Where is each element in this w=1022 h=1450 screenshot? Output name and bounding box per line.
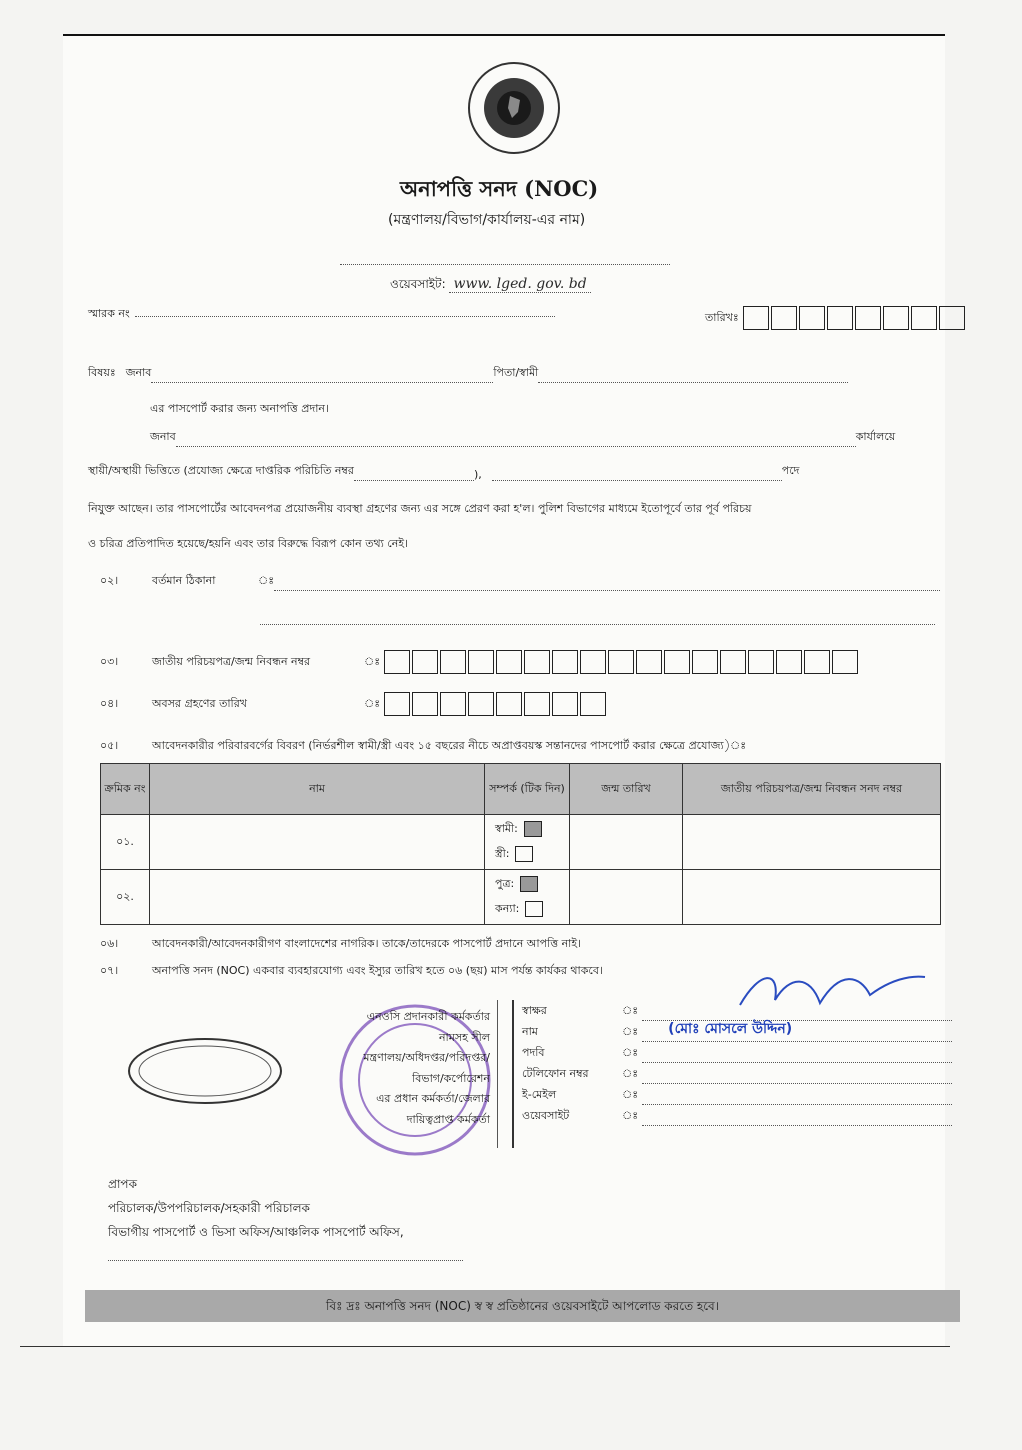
nid-digit-box xyxy=(804,650,830,674)
nid-digit-box xyxy=(496,650,522,674)
body-paragraph-1: নিযুক্ত আছেন। তার পাসপোর্টের আবেদনপত্র প্রয়োজনীয় ব্যবস্থা গ্রহণের জন্য এর সঙ্গে প্রেরণ করা হ'ল। পুলিশ বিভাগের মাধ্যমে ইতোপূর্বে তার পূর্ব পরিচয় xyxy=(88,502,752,515)
item-04-row: ০৪। অবসর গ্রহণের তারিখ ঃ xyxy=(100,692,608,716)
date-digit-box xyxy=(883,306,909,330)
memo-value xyxy=(135,316,555,317)
body-mr-label: জনাব xyxy=(150,430,176,443)
row-name xyxy=(150,815,485,870)
col-relation: সম্পর্ক (টিক দিন) xyxy=(485,764,570,815)
nid-digit-box xyxy=(720,650,746,674)
row-nid xyxy=(683,815,941,870)
retire-digit-box xyxy=(440,692,466,716)
table-row xyxy=(101,815,941,870)
date-digit-box xyxy=(799,306,825,330)
date-digit-box xyxy=(911,306,937,330)
row-nid xyxy=(683,870,941,925)
item-04-number: ০৪। xyxy=(100,696,119,710)
retire-digit-box xyxy=(384,692,410,716)
government-emblem xyxy=(466,60,562,160)
nid-digit-box xyxy=(748,650,774,674)
row-serial: ০২. xyxy=(101,870,150,925)
retire-digit-box xyxy=(580,692,606,716)
table-row xyxy=(101,870,941,925)
footer-note-band xyxy=(85,1290,960,1322)
subject-row xyxy=(88,364,938,383)
item-05-number: ০৫। xyxy=(100,739,119,752)
checkbox[interactable] xyxy=(515,846,533,862)
post-suffix: পদে xyxy=(781,464,800,477)
nid-digit-box xyxy=(776,650,802,674)
signature-fields: স্বাক্ষর ঃ নাম ঃ (মোঃ মোসলে উদ্দিন) পদবি ঃ টেলিফোন নম্বর ঃ ই-মেইল ঃ ওয়েবসাইট ঃ xyxy=(522,1000,952,1126)
row-relation: স্বামী: স্ত্রী: xyxy=(485,815,570,870)
checkbox[interactable] xyxy=(520,876,538,892)
body-paragraph-2: ও চরিত্র প্রতিপাদিত হয়েছে/হয়নি এবং তার বিরুদ্ধে বিরূপ কোন তথ্য নেই। xyxy=(88,537,408,550)
date-digit-box xyxy=(855,306,881,330)
date-digit-box xyxy=(827,306,853,330)
document-title: অনাপত্তি সনদ (NOC) xyxy=(400,176,599,201)
nid-digit-box xyxy=(664,650,690,674)
item-05-row xyxy=(100,737,746,756)
family-table xyxy=(100,763,941,925)
date-digit-box xyxy=(743,306,769,330)
date-row xyxy=(705,306,967,330)
nid-digit-box xyxy=(552,650,578,674)
retire-label: অবসর গ্রহণের তারিখ xyxy=(152,696,247,710)
note-06: ০৬। আবেদনকারী/আবেদনকারীগণ বাংলাদেশের নাগরিক। তাকে/তাদেরকে পাসপোর্ট প্রদানে আপত্তি নাই। xyxy=(100,937,582,950)
address-second-line xyxy=(260,610,935,625)
date-boxes xyxy=(743,306,967,330)
col-nid: জাতীয় পরিচয়পত্র/জন্ম নিবন্ধন সনদ নম্বর xyxy=(683,764,941,815)
item-02-row: ০২। বর্তমান ঠিকানা ঃ xyxy=(100,572,940,591)
note-07: ০৭। অনাপত্তি সনদ (NOC) একবার ব্যবহারযোগ্য এবং ইস্যুর তারিখ হতে ০৬ (ছয়) মাস পর্যন্ত কার্যকর থাকবে। xyxy=(100,964,603,977)
officer-signature xyxy=(730,965,930,1019)
brace-bracket xyxy=(497,1000,514,1148)
date-digit-box xyxy=(771,306,797,330)
family-label: আবেদনকারীর পরিবারবর্গের বিবরণ (নির্ভরশীল স্বামী/স্ত্রী এবং ১৫ বছরের নীচে অপ্রাপ্তবয়স্ক সন্তানদের পাসপোর্ট করার ক্ষেত্রে প্রযোজ্য)ঃ xyxy=(152,739,747,752)
nid-digit-box xyxy=(412,650,438,674)
document-sheet xyxy=(63,36,945,1346)
row-serial: ০১. xyxy=(101,815,150,870)
subject-label: বিষয়ঃ xyxy=(88,366,116,379)
official-id-number xyxy=(354,480,474,481)
col-name: নাম xyxy=(150,764,485,815)
nid-digit-box xyxy=(384,650,410,674)
officer-label-block: এনওসি প্রদানকারী কর্মকর্তার নামসহ সীল মন্ত্রণালয়/অধিদপ্তর/পরিদপ্তর/ বিভাগ/কর্পোরেশন এর প্রধান কর্মকর্তা/জেলার দায়িত্বপ্রাপ্ত কর্মকর্তা xyxy=(363,1010,490,1126)
officer-name: (মোঃ মোসলে উদ্দিন) xyxy=(642,1017,952,1042)
nid-label: জাতীয় পরিচয়পত্র/জন্ম নিবন্ধন নম্বর xyxy=(152,654,311,668)
row-relation: পুত্র: কন্যা: xyxy=(485,870,570,925)
nid-digit-box xyxy=(580,650,606,674)
nid-digit-box xyxy=(692,650,718,674)
retire-digit-box xyxy=(496,692,522,716)
recipient-line-3 xyxy=(108,1244,463,1261)
officer-seal xyxy=(125,1035,285,1111)
frame-bottom xyxy=(20,1346,950,1347)
col-serial: ক্রমিক নং xyxy=(101,764,150,815)
basis-text: স্থায়ী/অস্থায়ী ভিত্তিতে (প্রযোজ্য ক্ষেত্রে দাপ্তরিক পরিচিতি নম্বর xyxy=(88,464,354,477)
subject-mr-label: জনাব xyxy=(125,366,152,379)
nid-digit-box xyxy=(636,650,662,674)
nid-digit-box xyxy=(468,650,494,674)
father-name xyxy=(538,382,848,383)
memo-row xyxy=(88,302,638,324)
family-table-header xyxy=(101,764,941,815)
recipient-label: প্রাপক xyxy=(108,1177,137,1191)
memo-label: স্মারক নং xyxy=(88,307,130,320)
body-row-2: স্থায়ী/অস্থায়ী ভিত্তিতে (প্রযোজ্য ক্ষেত্রে দাপ্তরিক পরিচিতি নম্বর ), পদে xyxy=(88,464,800,481)
checkbox[interactable] xyxy=(524,821,542,837)
item-02-number: ০২। xyxy=(100,574,119,587)
address-value xyxy=(274,590,940,591)
office-suffix: কার্যালয়ে xyxy=(855,430,896,443)
website-value: www. lged. gov. bd xyxy=(449,276,590,293)
nid-digit-box xyxy=(440,650,466,674)
retire-digit-box xyxy=(524,692,550,716)
website-row xyxy=(390,276,591,296)
row-dob xyxy=(570,870,683,925)
recipient-line-2: বিভাগীয় পাসপোর্ট ও ভিসা অফিস/আঞ্চলিক পাসপোর্ট অফিস, xyxy=(108,1225,404,1239)
body-row-1 xyxy=(150,428,940,447)
ministry-label: (মন্ত্রণালয়/বিভাগ/কার্যালয়-এর নাম) xyxy=(388,212,586,228)
nid-digit-box xyxy=(608,650,634,674)
nid-digit-box xyxy=(524,650,550,674)
address-label: বর্তমান ঠিকানা xyxy=(152,574,216,587)
designation xyxy=(492,480,782,481)
item-03-row: ০৩। জাতীয় পরিচয়পত্র/জন্ম নিবন্ধন নম্বর ঃ xyxy=(100,650,860,674)
website-label: ওয়েবসাইট: xyxy=(390,277,446,291)
row-dob xyxy=(570,815,683,870)
nid-boxes xyxy=(384,650,860,674)
date-digit-box xyxy=(939,306,965,330)
recipient-line-1: পরিচালক/উপপরিচালক/সহকারী পরিচালক xyxy=(108,1201,310,1215)
item-03-number: ০৩। xyxy=(100,654,119,668)
retire-digit-box xyxy=(468,692,494,716)
body-name-office xyxy=(176,446,856,447)
retire-digit-box xyxy=(412,692,438,716)
father-label: পিতা/স্বামী xyxy=(493,366,539,379)
checkbox[interactable] xyxy=(525,901,543,917)
footer-note: বিঃ দ্রঃ অনাপত্তি সনদ (NOC) স্ব স্ব প্রতিষ্ঠানের ওয়েবসাইটে আপলোড করতে হবে। xyxy=(325,1299,720,1313)
nid-digit-box xyxy=(832,650,858,674)
recipient-block xyxy=(108,1172,463,1261)
office-name-line xyxy=(340,240,670,265)
retire-date-boxes xyxy=(384,692,608,716)
subject-purpose: এর পাসপোর্ট করার জন্য অনাপত্তি প্রদান। xyxy=(150,402,329,415)
date-label: তারিখঃ xyxy=(705,310,739,324)
col-dob: জন্ম তারিখ xyxy=(570,764,683,815)
retire-digit-box xyxy=(552,692,578,716)
subject-name xyxy=(151,382,493,383)
row-name xyxy=(150,870,485,925)
